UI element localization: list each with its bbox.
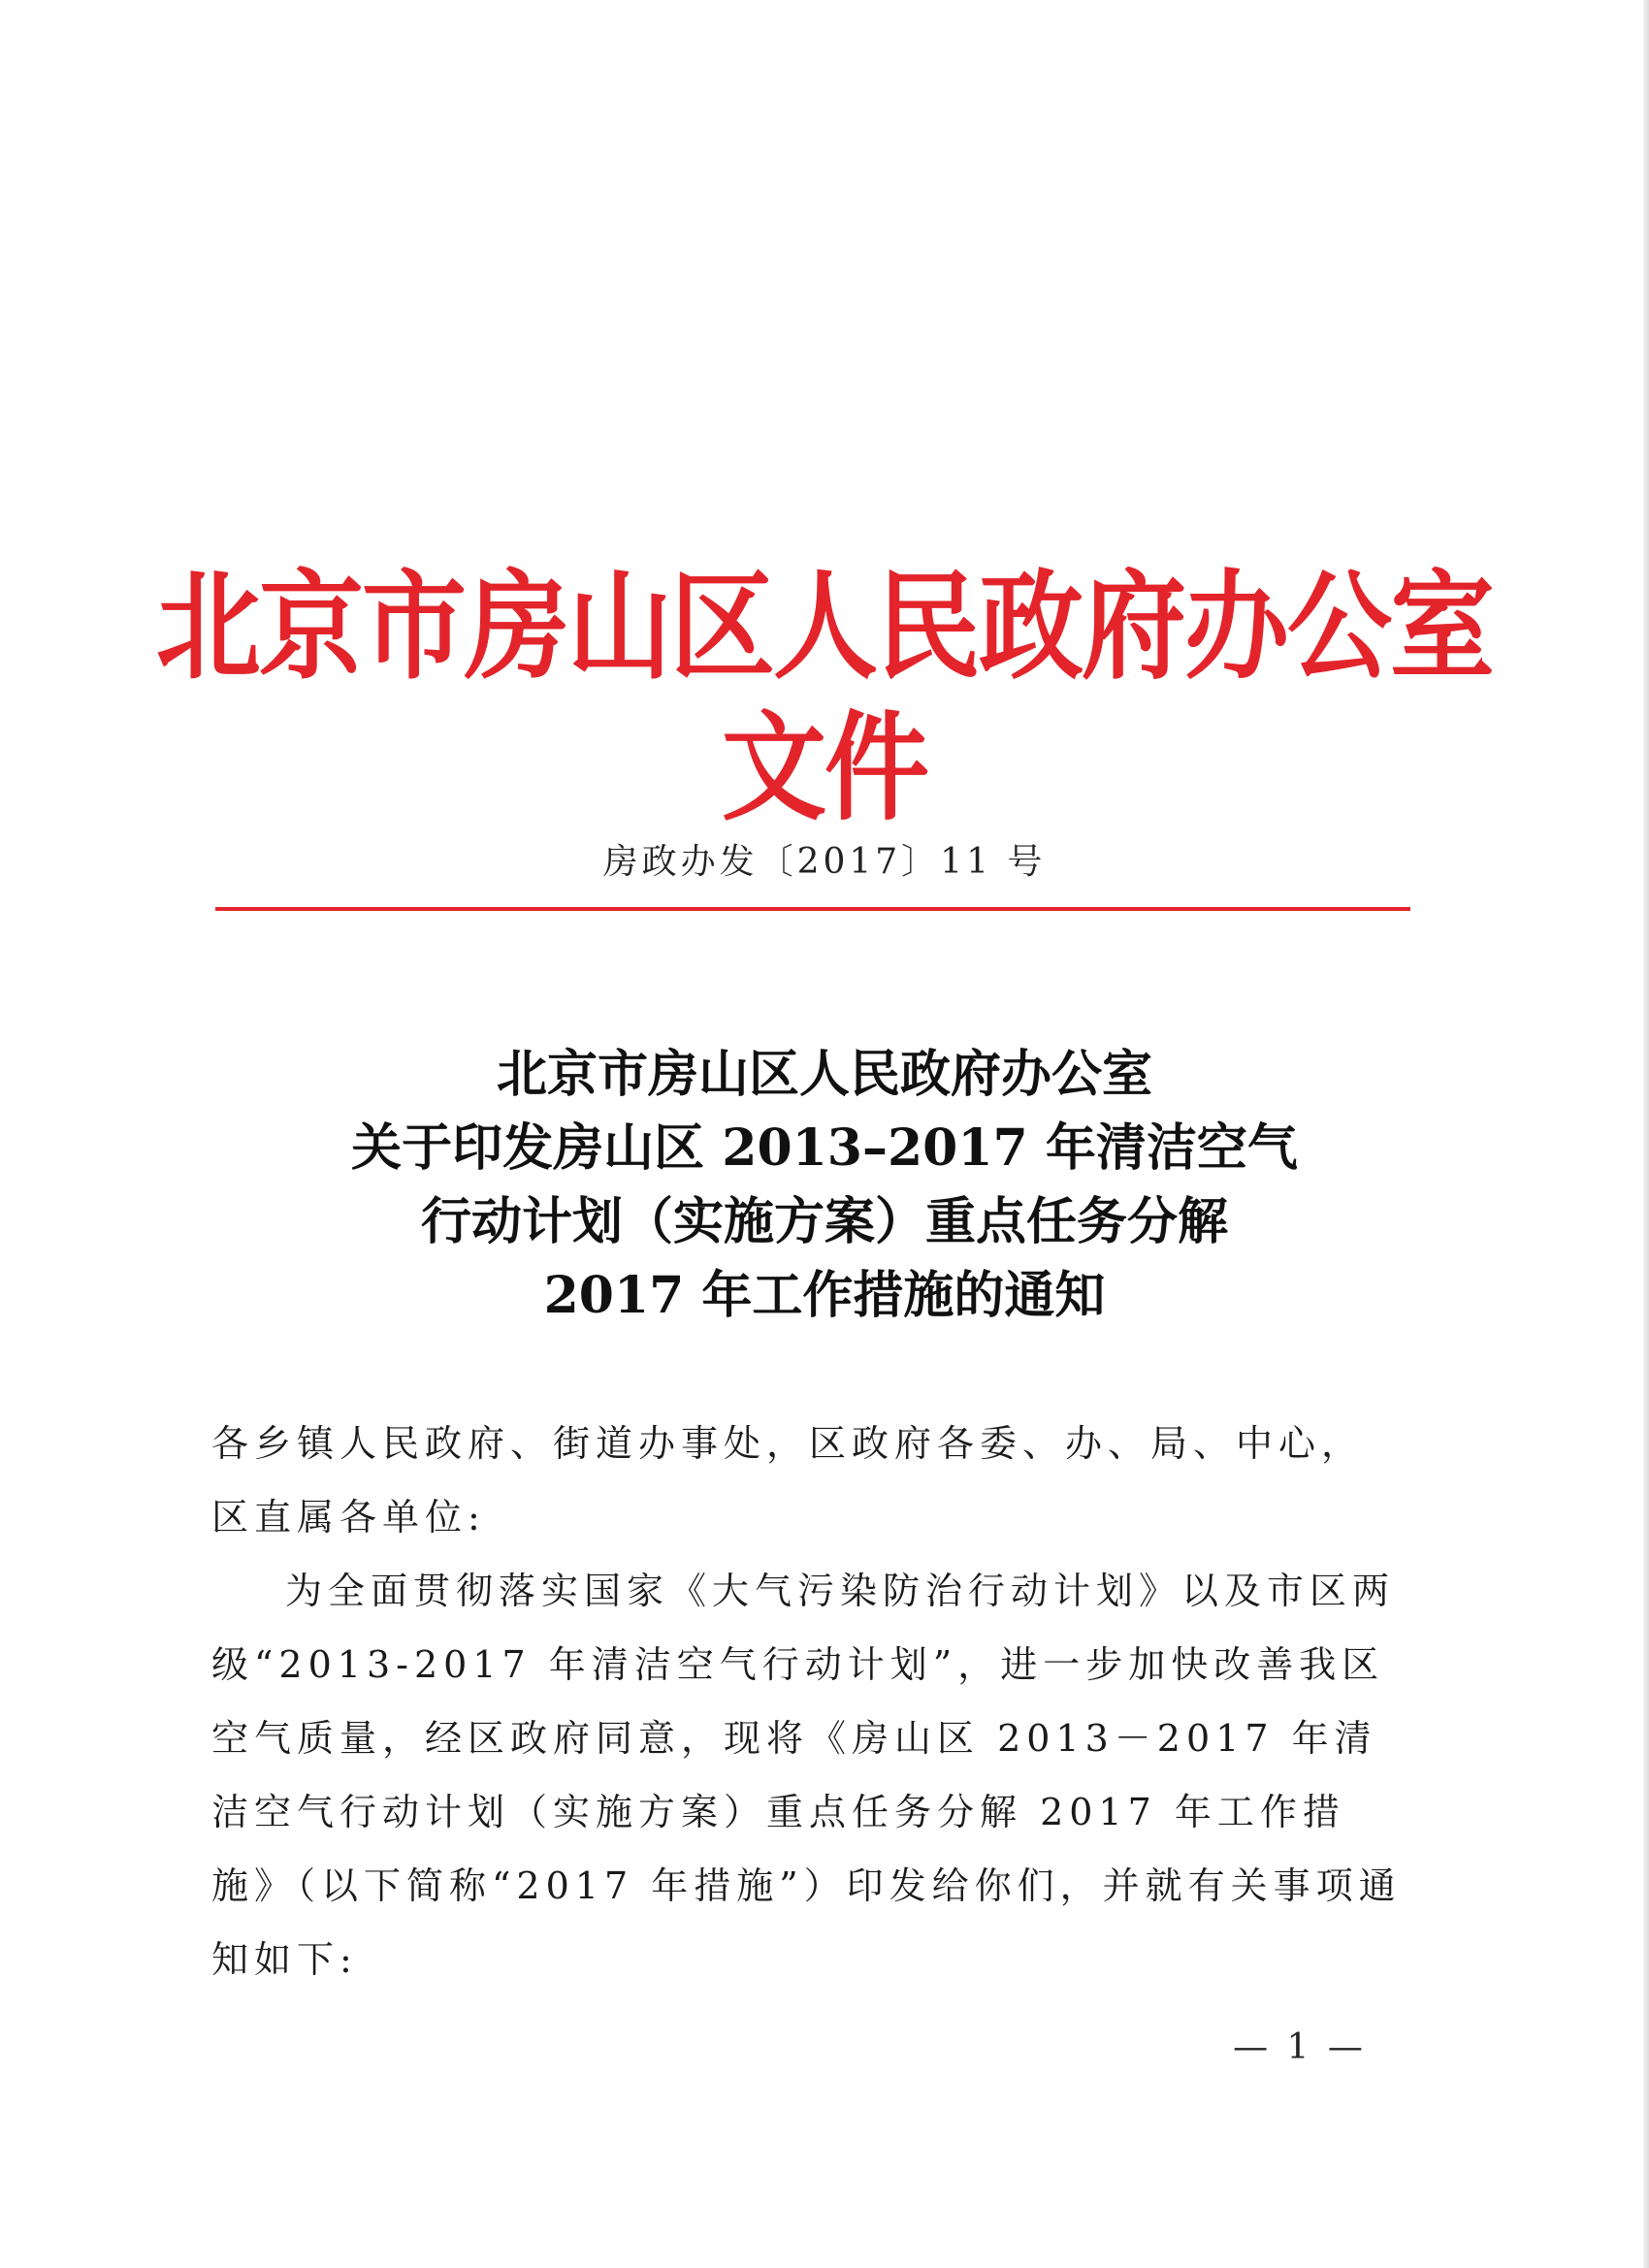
notice-title-line-3: 行动计划（实施方案）重点任务分解 <box>420 1192 1228 1251</box>
red-divider-line <box>215 907 1410 911</box>
issuer-title: 北京市房山区人民政府办公室文件 <box>155 560 1493 837</box>
notice-title-line-2: 关于印发房山区 2013–2017 年清洁空气 <box>351 1118 1298 1178</box>
page-number: — 1 — <box>1233 2027 1367 2067</box>
paragraph-1: 为全面贯彻落实国家《大气污染防治行动计划》以及市区两级“2013-2017 年清洁空气行动计划”，进一步加快改善我区空气质量，经区政府同意，现将《房山区 2013－2017 年清洁空气行动计划（实施方案）重点任务分解 2017 年工作措施》（以下简称“2017 年措施”）印发给你们，并就有关事项通知如下: <box>211 1570 1402 1981</box>
addressees-line-2: 区直属各单位: <box>211 1496 486 1539</box>
notice-title-line-1: 北京市房山区人民政府办公室 <box>496 1045 1152 1104</box>
notice-title-line-4: 2017 年工作措施的通知 <box>543 1266 1106 1325</box>
notice-title <box>146 1038 1504 1333</box>
addressees-line-1: 各乡镇人民政府、街道办事处，区政府各委、办、局、中心， <box>211 1422 1365 1465</box>
scan-edge <box>1643 0 1649 2268</box>
body-text <box>211 1407 1405 1996</box>
document-number: 房政办发〔2017〕11 号 <box>602 842 1047 882</box>
